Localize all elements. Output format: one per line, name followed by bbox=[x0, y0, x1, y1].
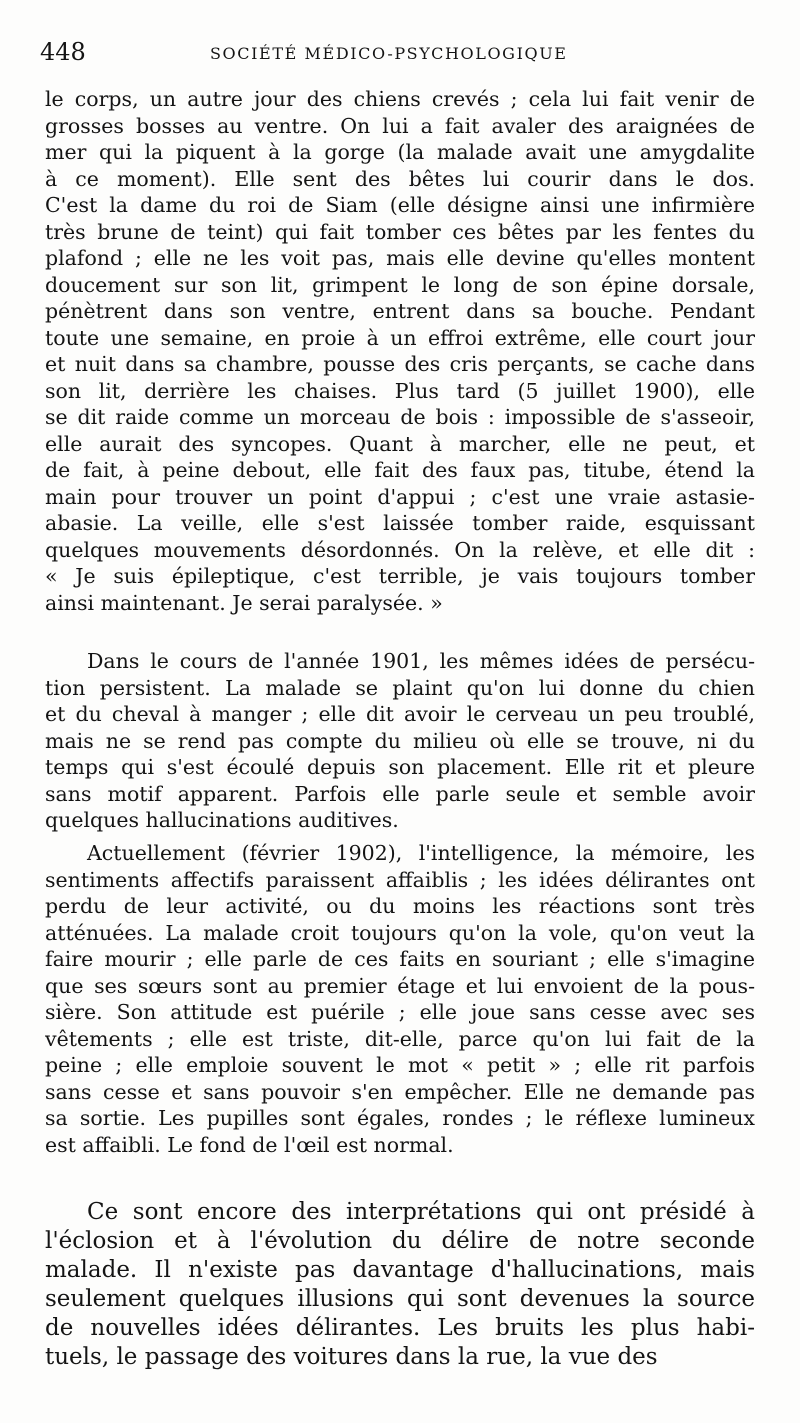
text-line: à ce moment). Elle sent des bêtes lui courir dans le dos. bbox=[45, 166, 755, 191]
text-line: atténuées. La malade croit toujours qu'on la vole, qu'on veut la bbox=[45, 920, 755, 945]
page-header bbox=[40, 38, 760, 68]
text-line: mais ne se rend pas compte du milieu où elle se trouve, ni du bbox=[45, 728, 755, 753]
text-line: elle aurait des syncopes. Quant à marcher, elle ne peut, et bbox=[45, 431, 755, 456]
text-line: grosses bosses au ventre. On lui a fait avaler des araignées de bbox=[45, 113, 755, 138]
text-line: de nouvelles idées délirantes. Les bruits les plus habi- bbox=[45, 1315, 755, 1341]
text-line: que ses sœurs sont au premier étage et lui envoient de la pous- bbox=[45, 973, 755, 998]
text-line: Ce sont encore des interprétations qui ont présidé à bbox=[87, 1199, 755, 1225]
text-line: est affaibli. Le fond de l'œil est normal. bbox=[45, 1132, 454, 1157]
text-line: son lit, derrière les chaises. Plus tard (5 juillet 1900), elle bbox=[45, 378, 755, 403]
text-line: Dans le cours de l'année 1901, les mêmes idées de persécu- bbox=[87, 649, 755, 673]
running-title: SOCIÉTÉ MÉDICO-PSYCHOLOGIQUE bbox=[210, 44, 568, 63]
text-line: tion persistent. La malade se plaint qu'on lui donne du chien bbox=[45, 675, 755, 700]
text-line: sans motif apparent. Parfois elle parle seule et semble avoir bbox=[45, 781, 755, 806]
text-line: toute une semaine, en proie à un effroi extrême, elle court jour bbox=[45, 325, 755, 350]
text-line: abasie. La veille, elle s'est laissée tomber raide, esquissant bbox=[45, 511, 755, 535]
text-line: sentiments affectifs paraissent affaiblis ; les idées délirantes ont bbox=[45, 867, 755, 892]
text-line: pénètrent dans son ventre, entrent dans sa bouche. Pendant bbox=[45, 299, 755, 323]
text-line: quelques hallucinations auditives. bbox=[45, 808, 399, 832]
text-line: plafond ; elle ne les voit pas, mais elle devine qu'elles montent bbox=[45, 246, 755, 270]
text-line: ainsi maintenant. Je serai paralysée. » bbox=[45, 590, 443, 615]
text-line: perdu de leur activité, ou du moins les réactions sont très bbox=[45, 894, 755, 918]
text-line: vêtements ; elle est triste, dit-elle, parce qu'on lui fait de la bbox=[45, 1026, 755, 1051]
text-line: « Je suis épileptique, c'est terrible, je vais toujours tomber bbox=[45, 564, 755, 588]
text-line: C'est la dame du roi de Siam (elle désigne ainsi une infirmière bbox=[45, 193, 755, 217]
text-line: tuels, le passage des voitures dans la rue, la vue des bbox=[45, 1344, 658, 1370]
paragraph-3 bbox=[45, 840, 755, 1158]
text-line: se dit raide comme un morceau de bois : impossible de s'asseoir, bbox=[45, 405, 755, 429]
text-line: et nuit dans sa chambre, pousse des cris perçants, se cache dans bbox=[45, 352, 755, 376]
text-line: faire mourir ; elle parle de ces faits en souriant ; elle s'imagine bbox=[45, 947, 755, 971]
text-line: Actuellement (février 1902), l'intelligence, la mémoire, les bbox=[87, 841, 755, 865]
paragraph-1 bbox=[45, 86, 755, 616]
text-line: mer qui la piquent à la gorge (la malade avait une amygdalite bbox=[45, 140, 755, 164]
page-number: 448 bbox=[40, 38, 86, 66]
text-line: sa sortie. Les pupilles sont égales, rondes ; le réflexe lumineux bbox=[45, 1106, 755, 1130]
text-line: de fait, à peine debout, elle fait des faux pas, titube, étend la bbox=[45, 458, 755, 482]
text-line: malade. Il n'existe pas davantage d'hallucinations, mais bbox=[45, 1257, 755, 1283]
text-line: sans cesse et sans pouvoir s'en empêcher. Elle ne demande pas bbox=[45, 1079, 755, 1104]
text-line: très brune de teint) qui fait tomber ces bêtes par les fentes du bbox=[45, 219, 755, 244]
text-line: quelques mouvements désordonnés. On la relève, et elle dit : bbox=[45, 537, 755, 562]
text-line: doucement sur son lit, grimpent le long de son épine dorsale, bbox=[45, 272, 755, 297]
text-line: seulement quelques illusions qui sont devenues la source bbox=[45, 1286, 755, 1312]
text-line: l'éclosion et à l'évolution du délire de notre seconde bbox=[45, 1228, 755, 1254]
text-line: le corps, un autre jour des chiens crevés ; cela lui fait venir de bbox=[45, 87, 755, 111]
paragraph-2 bbox=[45, 648, 755, 834]
text-line: main pour trouver un point d'appui ; c'est une vraie astasie- bbox=[45, 484, 755, 509]
text-line: temps qui s'est écoulé depuis son placement. Elle rit et pleure bbox=[45, 755, 755, 779]
text-line: sière. Son attitude est puérile ; elle joue sans cesse avec ses bbox=[45, 1000, 755, 1024]
text-line: et du cheval à manger ; elle dit avoir le cerveau un peu troublé, bbox=[45, 702, 755, 726]
text-line: peine ; elle emploie souvent le mot « petit » ; elle rit parfois bbox=[45, 1053, 755, 1077]
paragraph-4 bbox=[45, 1198, 755, 1372]
